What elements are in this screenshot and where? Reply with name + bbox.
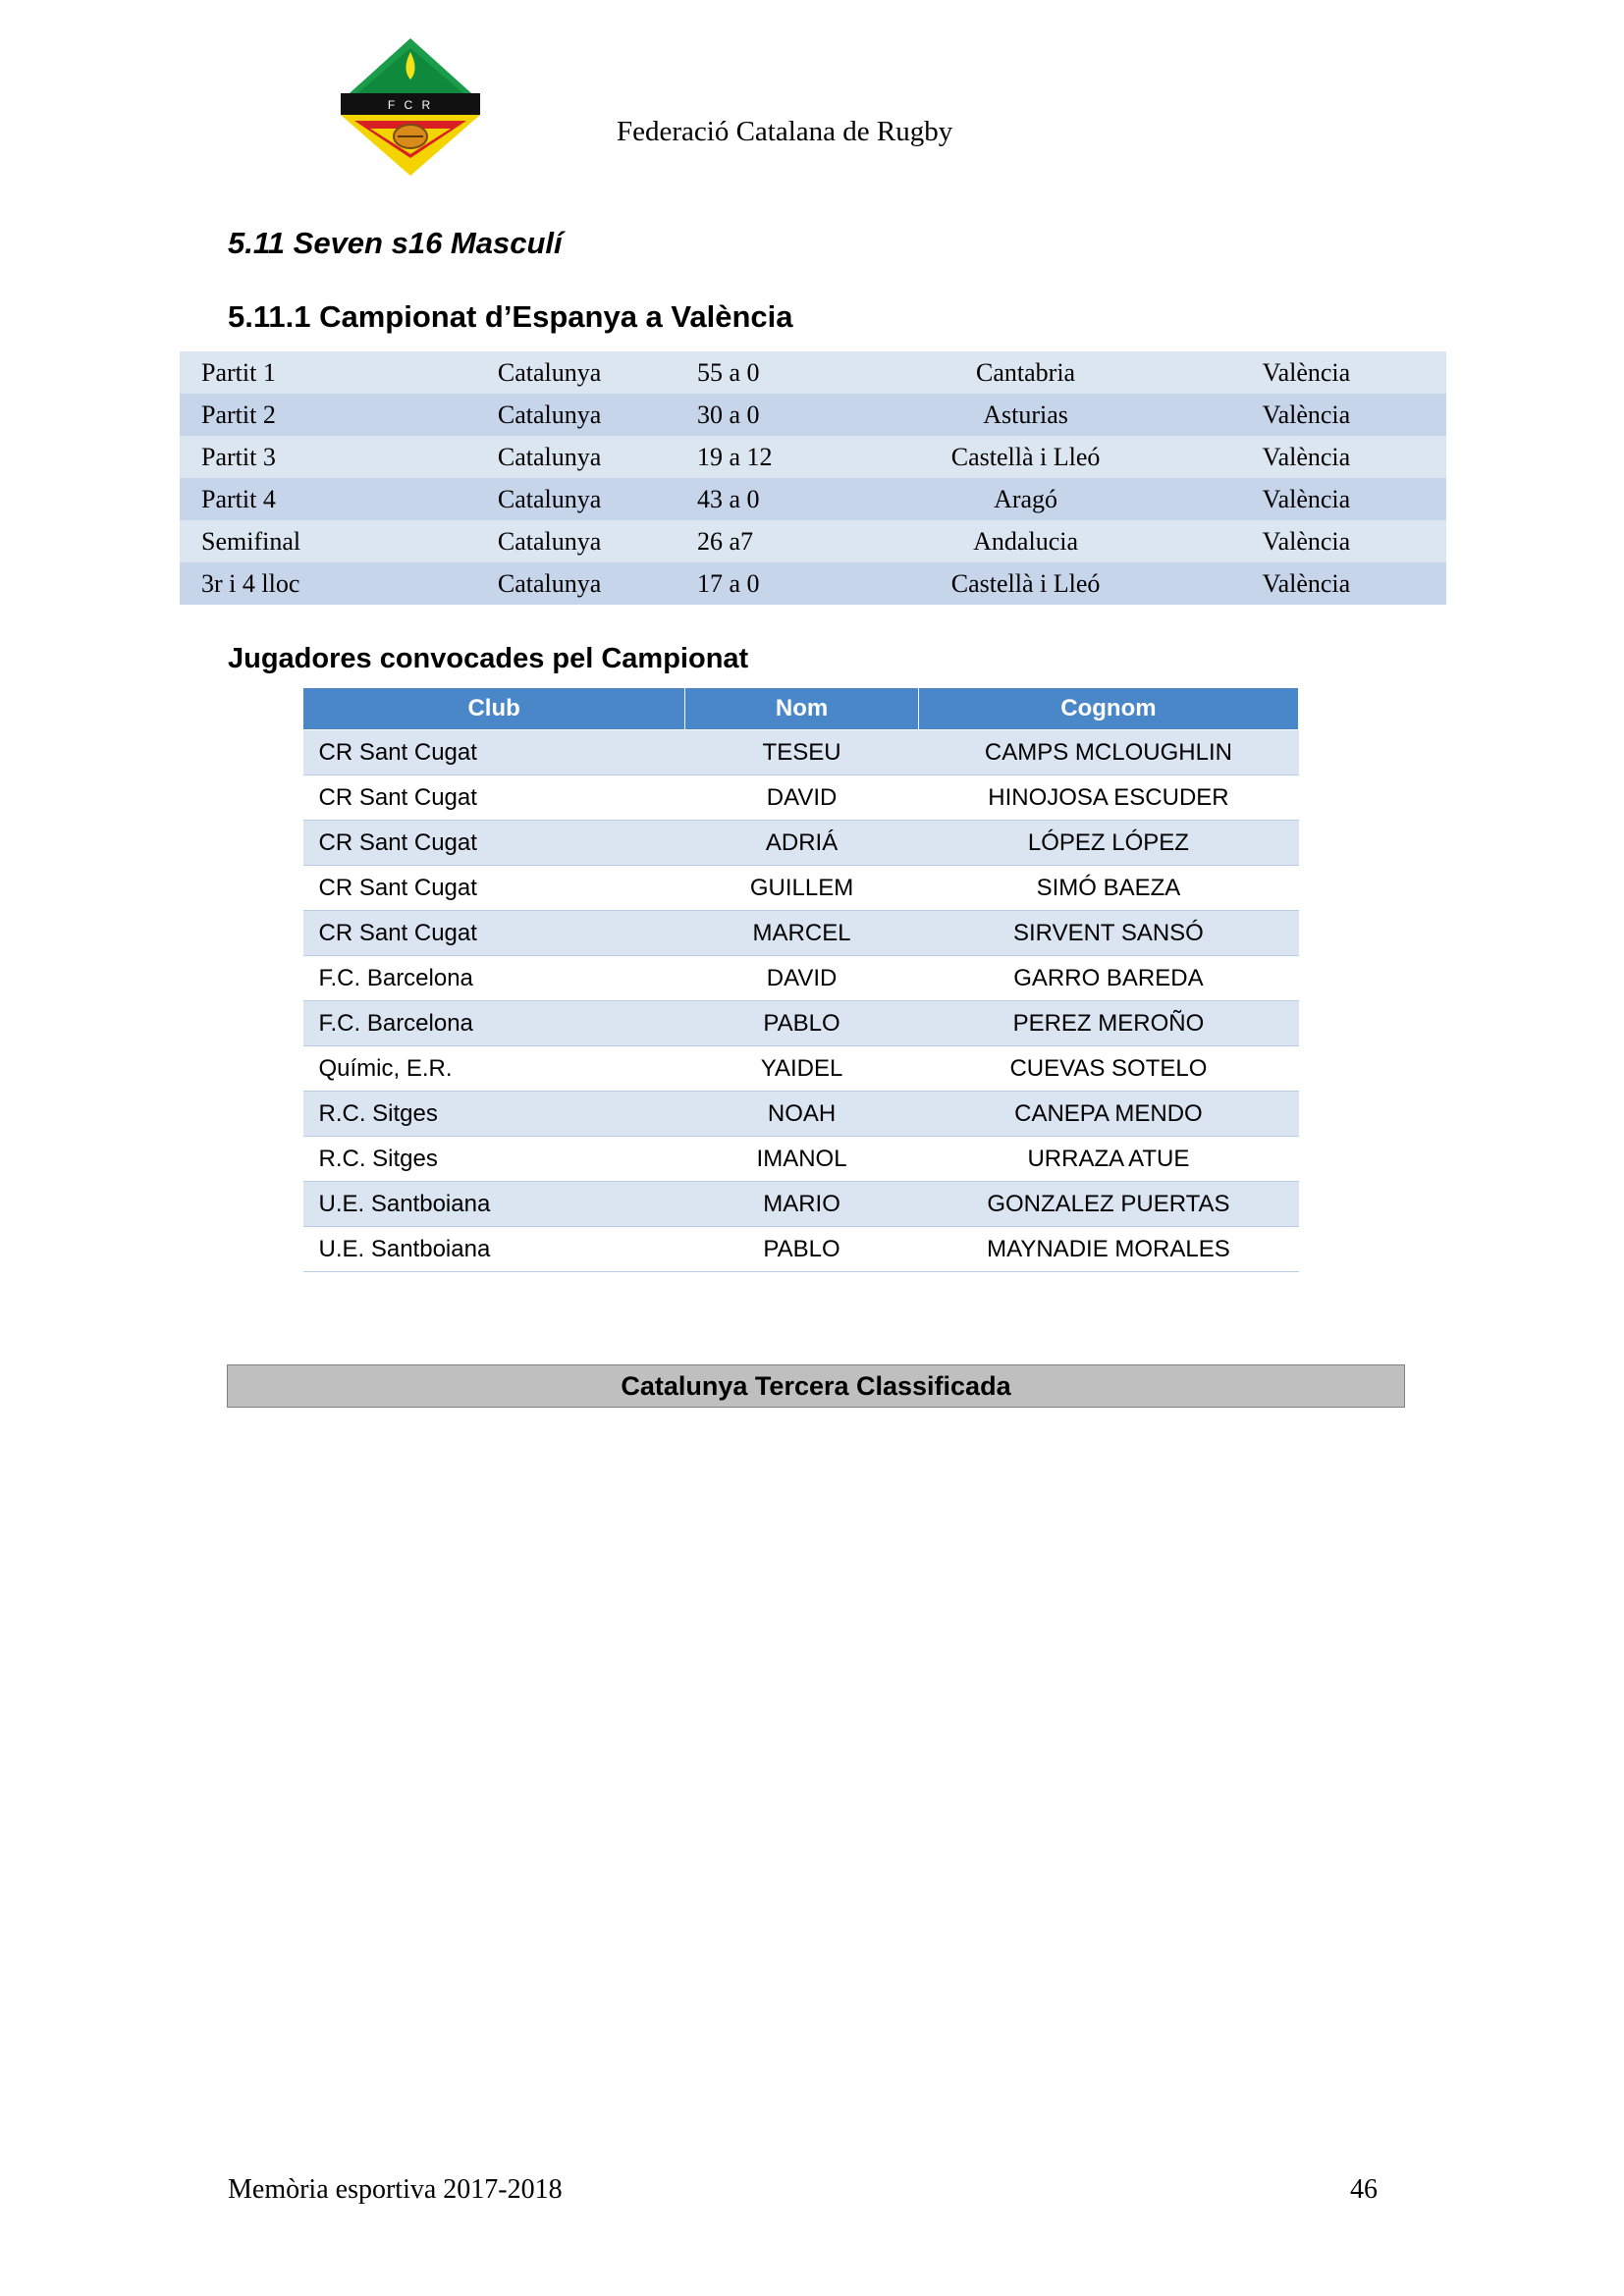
table-row xyxy=(303,866,1299,911)
result-stage: 3r i 4 lloc xyxy=(201,568,300,598)
result-venue: València xyxy=(1262,526,1351,556)
player-club: R.C. Sitges xyxy=(303,1092,685,1137)
table-row xyxy=(303,730,1299,775)
column-header-nom: Nom xyxy=(685,688,919,730)
player-nom: PABLO xyxy=(685,1001,919,1046)
player-club: R.C. Sitges xyxy=(303,1137,685,1182)
result-stage: Semifinal xyxy=(201,526,301,556)
players-heading: Jugadores convocades pel Campionat xyxy=(228,643,749,674)
player-cognom: GONZALEZ PUERTAS xyxy=(918,1182,1298,1227)
result-venue: València xyxy=(1262,484,1351,513)
player-cognom: PEREZ MEROÑO xyxy=(918,1001,1298,1046)
table-row xyxy=(303,775,1299,821)
player-nom: MARCEL xyxy=(685,911,919,956)
table-row xyxy=(180,520,1446,562)
player-nom: MARIO xyxy=(685,1182,919,1227)
result-score: 55 a 0 xyxy=(696,357,760,387)
result-team: Catalunya xyxy=(497,400,602,429)
result-opponent: Asturias xyxy=(983,400,1068,429)
result-team: Catalunya xyxy=(497,442,602,471)
player-nom: GUILLEM xyxy=(685,866,919,911)
table-row xyxy=(303,1227,1299,1272)
player-club: U.E. Santboiana xyxy=(303,1227,685,1272)
table-row xyxy=(303,1001,1299,1046)
player-nom: TESEU xyxy=(685,730,919,775)
result-opponent: Andalucia xyxy=(973,526,1078,556)
table-row xyxy=(303,1137,1299,1182)
fcr-logo xyxy=(327,32,494,180)
player-cognom: MAYNADIE MORALES xyxy=(918,1227,1298,1272)
result-team: Catalunya xyxy=(497,526,602,556)
organization-title: Federació Catalana de Rugby xyxy=(617,116,953,147)
table-row xyxy=(180,562,1446,605)
section-heading: 5.11 Seven s16 Masculí xyxy=(228,226,563,260)
subsection-heading: 5.11.1 Campionat d’Espanya a València xyxy=(228,299,793,334)
table-row xyxy=(303,1182,1299,1227)
result-opponent: Castellà i Lleó xyxy=(950,442,1101,471)
result-venue: València xyxy=(1262,400,1351,429)
player-club: CR Sant Cugat xyxy=(303,866,685,911)
player-cognom: SIMÓ BAEZA xyxy=(918,866,1298,911)
footer-text: Memòria esportiva 2017-2018 xyxy=(228,2174,563,2205)
result-venue: València xyxy=(1262,357,1351,387)
player-nom: DAVID xyxy=(685,956,919,1001)
player-club: CR Sant Cugat xyxy=(303,730,685,775)
player-club: U.E. Santboiana xyxy=(303,1182,685,1227)
player-club: Químic, E.R. xyxy=(303,1046,685,1092)
player-club: CR Sant Cugat xyxy=(303,911,685,956)
player-club: F.C. Barcelona xyxy=(303,956,685,1001)
player-cognom: LÓPEZ LÓPEZ xyxy=(918,821,1298,866)
result-score: 26 a7 xyxy=(696,526,753,556)
player-cognom: HINOJOSA ESCUDER xyxy=(918,775,1298,821)
table-row xyxy=(303,956,1299,1001)
table-header-row xyxy=(303,688,1299,730)
players-table xyxy=(302,687,1299,1272)
table-row xyxy=(303,1092,1299,1137)
table-row xyxy=(180,351,1446,394)
result-opponent: Aragó xyxy=(994,484,1058,513)
table-row xyxy=(180,478,1446,520)
result-team: Catalunya xyxy=(497,357,602,387)
result-opponent: Castellà i Lleó xyxy=(950,568,1101,598)
result-venue: València xyxy=(1262,568,1351,598)
result-venue: València xyxy=(1262,442,1351,471)
results-table xyxy=(180,351,1446,605)
player-club: CR Sant Cugat xyxy=(303,775,685,821)
table-row xyxy=(180,394,1446,436)
player-nom: DAVID xyxy=(685,775,919,821)
column-header-club: Club xyxy=(303,688,685,730)
player-cognom: GARRO BAREDA xyxy=(918,956,1298,1001)
table-row xyxy=(180,436,1446,478)
result-banner: Catalunya Tercera Classificada xyxy=(227,1364,1405,1408)
result-stage: Partit 3 xyxy=(201,442,276,471)
table-row xyxy=(303,1046,1299,1092)
player-nom: IMANOL xyxy=(685,1137,919,1182)
player-nom: PABLO xyxy=(685,1227,919,1272)
column-header-cognom: Cognom xyxy=(918,688,1298,730)
result-score: 43 a 0 xyxy=(696,484,760,513)
result-score: 17 a 0 xyxy=(696,568,760,598)
player-cognom: CANEPA MENDO xyxy=(918,1092,1298,1137)
table-row xyxy=(303,821,1299,866)
result-stage: Partit 1 xyxy=(201,357,276,387)
player-cognom: SIRVENT SANSÓ xyxy=(918,911,1298,956)
result-score: 19 a 12 xyxy=(696,442,773,471)
page-number: 46 xyxy=(1350,2174,1378,2205)
player-cognom: URRAZA ATUE xyxy=(918,1137,1298,1182)
svg-text:F C R: F C R xyxy=(387,98,434,112)
player-nom: YAIDEL xyxy=(685,1046,919,1092)
result-score: 30 a 0 xyxy=(696,400,760,429)
result-team: Catalunya xyxy=(497,568,602,598)
player-cognom: CAMPS MCLOUGHLIN xyxy=(918,730,1298,775)
result-opponent: Cantabria xyxy=(976,357,1076,387)
player-club: F.C. Barcelona xyxy=(303,1001,685,1046)
table-row xyxy=(303,911,1299,956)
player-nom: NOAH xyxy=(685,1092,919,1137)
player-cognom: CUEVAS SOTELO xyxy=(918,1046,1298,1092)
player-club: CR Sant Cugat xyxy=(303,821,685,866)
result-stage: Partit 4 xyxy=(201,484,276,513)
player-nom: ADRIÁ xyxy=(685,821,919,866)
page-header xyxy=(0,27,1624,175)
result-stage: Partit 2 xyxy=(201,400,276,429)
result-team: Catalunya xyxy=(497,484,602,513)
